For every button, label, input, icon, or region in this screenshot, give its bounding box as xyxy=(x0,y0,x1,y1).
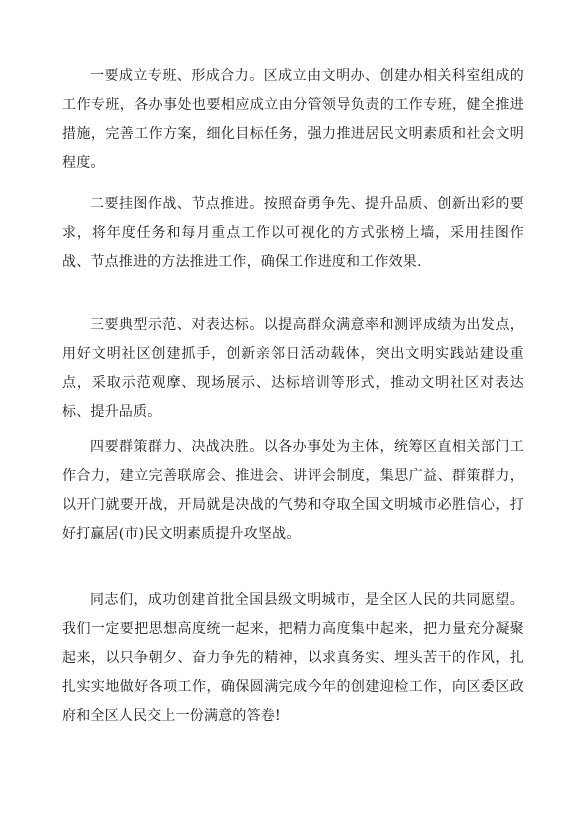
paragraph-1: 一要成立专班、形成合力。区成立由文明办、创建办相关科室组成的工作专班，各办事处也要相应成立由分管领导负责的工作专班，健全推进措施，完善工作方案，细化目标任务，强力推进居民文明素质和社会文明程度。 xyxy=(62,68,524,171)
paragraph-2: 二要挂图作战、节点推进。按照奋勇争先、提升品质、创新出彩的要求，将年度任务和每月重点工作以可视化的方式张榜上墙，采用挂图作战、节点推进的方法推进工作，确保工作进度和工作效果. xyxy=(62,196,524,270)
paragraph-5: 同志们，成功创建首批全国县级文明城市，是全区人民的共同愿望。我们一定要把思想高度统一起来，把精力高度集中起来，把力量充分凝聚起来，以只争朝夕、奋力争先的精神，以求真务实、埋头苦干的作风，扎扎实实地做好各项工作，确保圆满完成今年的创建迎检工作，向区委区政府和全区人民交上一份满意的答卷! xyxy=(62,592,524,724)
paragraph-4: 四要群策群力、决战决胜。以各办事处为主体，统筹区直相关部门工作合力，建立完善联席会、推进会、讲评会制度，集思广益、群策群力，以开门就要开战，开局就是决战的气势和夺取全国文明城市必胜信心，打好打赢居(市)民文明素质提升攻坚战。 xyxy=(62,439,524,542)
paragraph-3: 三要典型示范、对表达标。以提高群众满意率和测评成绩为出发点，用好文明社区创建抓手，创新亲邻日活动载体，突出文明实践站建设重点，采取示范观摩、现场展示、达标培训等形式，推动文明社区对表达标、提升品质。 xyxy=(62,317,524,420)
